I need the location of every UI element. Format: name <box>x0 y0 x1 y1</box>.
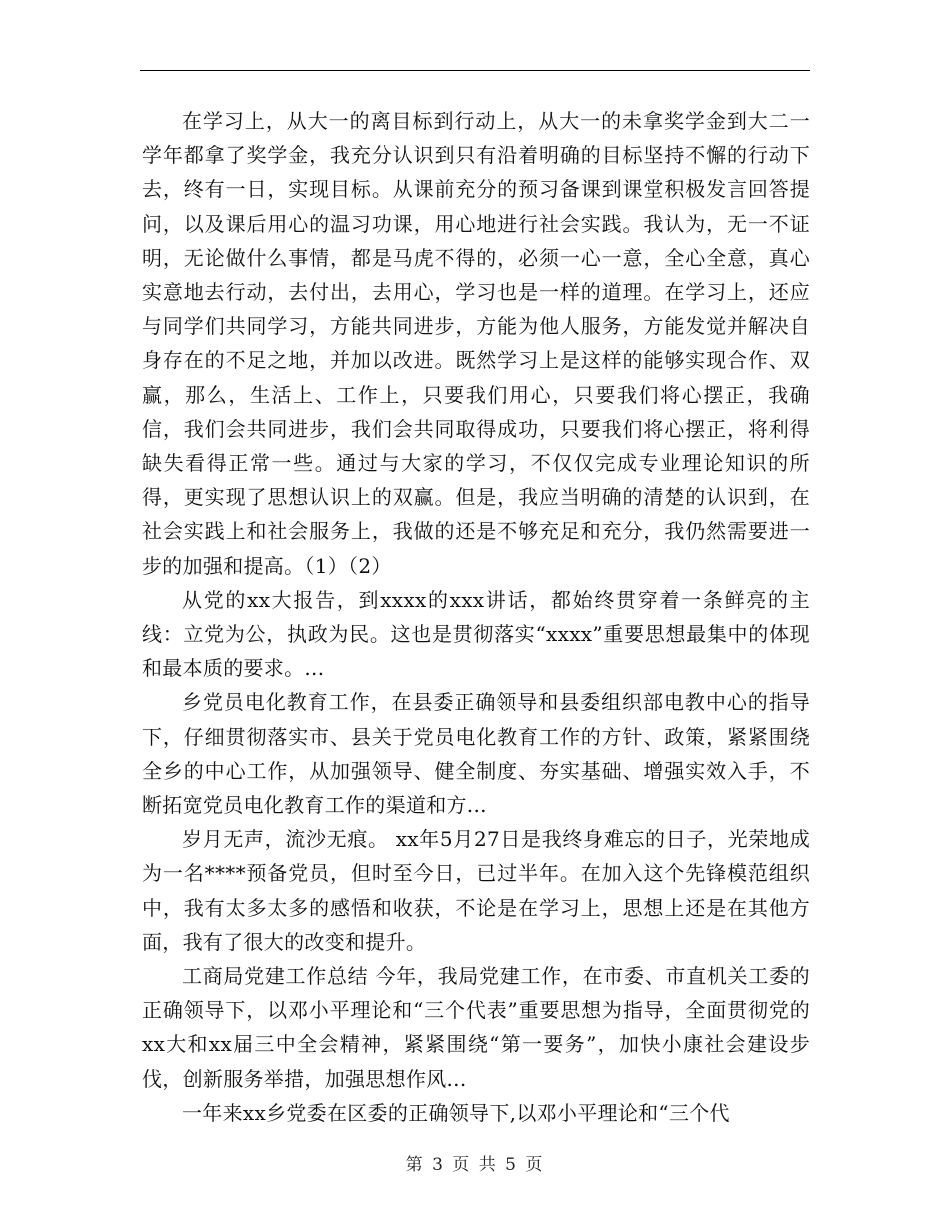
paragraph-industry-bureau: 工商局党建工作总结 今年，我局党建工作，在市委、市直机关工委的正确领导下，以邓小平理论和“三个代表”重要思想为指导，全面贯彻党的xx大和xx届三中全会精神，紧紧围绕“第一要务”，加快小康社会建设步伐，创新服务举措，加强思想作风... <box>142 964 810 1091</box>
paragraph-electronic-education: 乡党员电化教育工作，在县委正确领导和县委组织部电教中心的指导下，仔细贯彻落实市、县关于党员电化教育工作的方针、政策，紧紧围绕全乡的中心工作，从加强领导、健全制度、夯实基础、增强实效入手，不断拓宽党员电化教育工作的渠道和方... <box>142 690 810 818</box>
paragraph-township-committee: 一年来xx乡党委在区委的正确领导下,以邓小平理论和“三个代 <box>182 1100 730 1125</box>
paragraph-years: 岁月无声，流沙无痕。 xx年5月27日是我终身难忘的日子，光荣地成为一名****预备党员，但时至今日，已过半年。在加入这个先锋模范组织中，我有太多太多的感悟和收获，不论是在学习上，思想上还是在其他方面，我有了很大的改变和提升。 <box>142 827 810 954</box>
document-body <box>142 104 810 1130</box>
paragraph-study: 在学习上，从大一的离目标到行动上，从大一的未拿奖学金到大二一学年都拿了奖学金，我充分认识到只有沿着明确的目标坚持不懈的行动下去，终有一日，实现目标。从课前充分的预习备课到课堂积极发言回答提问，以及课后用心的温习功课，用心地进行社会实践。我认为，无一不证明，无论做什么事情，都是马虎不得的，必须一心一意，全心全意，真心实意地去行动，去付出，去用心，学习也是一样的道理。在学习上，还应与同学们共同学习，方能共同进步，方能为他人服务，方能发觉并解决自身存在的不足之地，并加以改进。既然学习上是这样的能够实现合作、双赢，那么，生活上、工作上，只要我们用心，只要我们将心摆正，我确信，我们会共同进步，我们会共同取得成功，只要我们将心摆正，将利得缺失看得正常一些。通过与大家的学习，不仅仅完成专业理论知识的所得，更实现了思想认识上的双赢。但是，我应当明确的清楚的认识到，在社会实践上和社会服务上，我做的还是不够充足和充分，我仍然需要进一步的加强和提高。（1）（2） <box>142 109 810 578</box>
header-rule <box>140 70 810 71</box>
page-number-footer: 第 3 页 共 5 页 <box>405 1155 545 1175</box>
paragraph-party-report: 从党的xx大报告，到xxxx的xxx讲话，都始终贯穿着一条鲜亮的主线：立党为公，执政为民。这也是贯彻落实“xxxx”重要思想最集中的体现和最本质的要求。... <box>142 587 810 681</box>
